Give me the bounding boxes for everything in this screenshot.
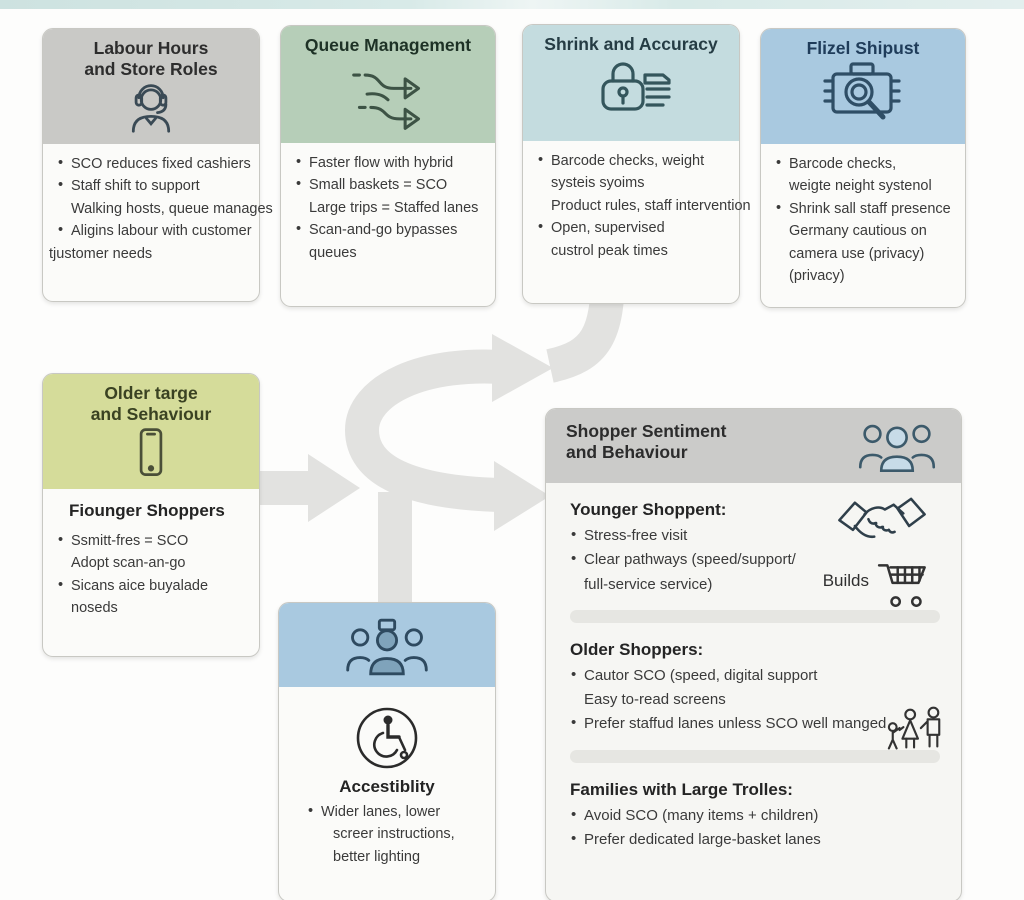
card-shopper-sentiment [545,408,962,900]
card-older-title-line1: Older targe [104,383,198,403]
list-item: • Prefer staffud lanes unless SCO well manged [584,712,947,736]
list-item: camera use (privacy) [789,245,925,262]
headset-agent-icon [116,81,186,135]
list-item: • Wider lanes, lower [321,801,455,823]
list-item: • Faster flow with hybrid [309,152,495,174]
section-divider [570,610,940,623]
list-item: systeis syoims [551,175,645,192]
families-heading: Families with Large Trolles: [570,779,793,799]
list-item: Germany cautious on [789,223,927,240]
sentiment-title-line2: and Behaviour [566,442,688,463]
card-shrink-title [544,34,717,55]
list-item: • Barcode checks, weight [551,150,739,172]
smartphone-icon [131,426,171,480]
sentiment-header [546,409,961,483]
list-item: • Barcode checks, [789,153,965,175]
list-item: • Staff shift to support [71,175,259,197]
sentiment-title [566,421,726,464]
list-item: • Ssmitt-fres = SCO [71,530,259,552]
sentiment-title-line1: Shopper Sentiment [566,421,727,441]
card-shrink-list [523,150,751,262]
arrowhead-into-sentiment [494,461,550,531]
card-labour-title-line1: Labour Hours [93,38,209,58]
card-accessibility-header [279,603,495,687]
card-queue-title [305,35,471,56]
list-item: • SCO reduces fixed cashiers [71,153,259,175]
list-item: (privacy) [789,268,845,285]
card-shrink-accuracy [522,24,751,304]
list-item: tjustomer needs [49,245,153,262]
family-icon [885,705,947,755]
card-queue-list [281,152,495,264]
list-item: • Open, supervised [551,217,739,239]
shopping-cart-icon [877,559,935,611]
card-older-list [43,530,259,620]
card-shrink-title-line1: Shrink and Accuracy [544,34,718,54]
list-item: • Shrink sall staff presence [789,198,965,220]
builds-label: Builds [822,571,869,590]
list-item: • Scan-and-go bypasses [309,219,495,241]
flow-arrows-icon [338,56,438,136]
list-item: noseds [71,600,118,617]
card-flizel-title-line1: Flizel Shipust [806,38,920,58]
padlock-icon [585,55,677,121]
accessibility-people-icon [341,617,433,677]
list-item: • Avoid SCO (many items + children) [584,804,947,828]
card-flizel-shipust [760,28,966,308]
list-item: custrol peak times [551,242,668,259]
list-item: better lighting [333,848,421,865]
accessibility-heading: Accestiblity [339,777,435,796]
list-item: queues [309,244,357,261]
handshake-icon [833,495,931,557]
list-item: • Aligins labour with customer [71,220,259,242]
older-card-subheading: Fiounger Shoppers [69,501,225,520]
list-item: Adopt scan-an-go [71,555,186,572]
card-labour-title-line2: and Store Roles [84,59,218,80]
list-item: • Cautor SCO (speed, digital support [584,664,947,688]
younger-shoppers-heading: Younger Shoppent: [570,500,727,519]
card-labour-header [43,29,259,144]
camera-search-icon [821,59,905,133]
card-older-title-line2: and Sehaviour [90,404,212,425]
list-item: Large trips = Staffed lanes [309,199,479,216]
arrowhead-older-to-right [308,454,360,522]
card-older-header [43,374,259,489]
list-item: Walking hosts, queue manages [71,200,273,217]
older-shoppers-heading: Older Shoppers: [570,639,704,659]
card-queue-management [280,25,496,307]
list-item: full-service service) [584,575,713,593]
card-older-targe [42,373,260,657]
card-older-title [91,383,212,426]
card-flizel-list [761,153,965,288]
list-item: Product rules, staff intervention [551,197,751,214]
arrowhead-top-right [492,334,553,402]
list-item: • Stress-free visit [584,524,947,548]
list-item: • Sicans aice buyalade [71,575,259,597]
list-item: • Small baskets = SCO [309,174,495,196]
list-item: screer instructions, [333,826,455,843]
list-item: • Prefer dedicated large-basket lanes [584,828,947,852]
families-list [568,804,947,853]
card-shrink-header [523,25,739,141]
card-accessibility-list [279,801,455,868]
card-flizel-header [761,29,965,144]
card-labour-list [43,153,273,265]
card-flizel-title [807,38,920,59]
card-queue-title-line1: Queue Management [304,35,472,55]
card-queue-header [281,26,495,143]
card-accessibility-body [279,687,495,868]
card-labour-hours [42,28,273,302]
card-accessibility [278,602,496,900]
wheelchair-icon [354,705,420,771]
card-labour-title [84,38,217,81]
list-item: • Clear pathways (speed/support/ [584,548,947,572]
people-group-icon [855,421,939,473]
list-item: Easy to-read screens [584,691,726,709]
list-item: weigte neight systenol [789,178,932,195]
